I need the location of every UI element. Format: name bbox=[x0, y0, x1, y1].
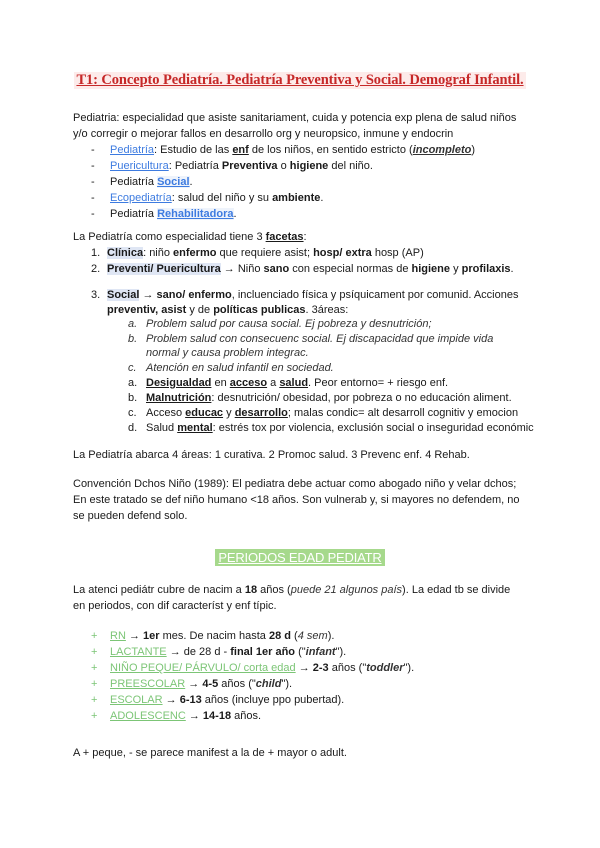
list-item bbox=[91, 206, 237, 222]
text: que requiere asist; bbox=[216, 247, 314, 259]
text: 1er bbox=[143, 630, 160, 642]
text: → Niño bbox=[220, 263, 264, 275]
text: sano bbox=[263, 263, 290, 275]
periods-intro bbox=[73, 582, 533, 614]
definition-paragraph bbox=[73, 110, 533, 142]
text: del niño. bbox=[328, 160, 373, 172]
text: mental bbox=[177, 422, 213, 434]
text: higiene bbox=[289, 160, 329, 172]
text: enfermo bbox=[173, 247, 217, 259]
text: facetas bbox=[265, 231, 304, 243]
period-link[interactable]: ADOLESCENC bbox=[110, 710, 186, 722]
text: acceso bbox=[229, 377, 268, 389]
section-heading-block bbox=[0, 549, 600, 566]
text: : niño bbox=[143, 247, 174, 259]
text: : Estudio de las bbox=[154, 144, 233, 156]
convention-line: se pueden defend solo. bbox=[73, 510, 188, 522]
section-heading: PERIODOS EDAD PEDIATR bbox=[215, 549, 384, 566]
text: Problem salud por causa social. Ej pobreza y desnutrición; bbox=[146, 318, 432, 330]
bullet-marker: - bbox=[91, 160, 95, 172]
sub-item bbox=[128, 361, 528, 376]
term-link[interactable]: Ecopediatría bbox=[110, 192, 172, 204]
text: Preventiva bbox=[221, 160, 278, 172]
text: "). bbox=[403, 662, 415, 674]
text: 6-13 bbox=[179, 694, 202, 706]
bullet-marker: - bbox=[91, 208, 95, 220]
text: Desigualdad bbox=[146, 377, 212, 389]
page-title: T1: Concepto Pediatría. Pediatría Preventiva y Social. Demograf Infantil. bbox=[76, 72, 524, 88]
text: toddler bbox=[366, 662, 404, 674]
definition-line: Pediatria: especialidad que asiste sanitariament, cuida y potencia exp plena de salud niños bbox=[73, 112, 517, 124]
plus-marker: + bbox=[91, 678, 98, 690]
period-item bbox=[91, 644, 346, 660]
text: Atención en salud infantil en sociedad. bbox=[146, 362, 334, 374]
text: Pediatría bbox=[110, 208, 158, 220]
bullet-marker: - bbox=[91, 192, 95, 204]
sub-item bbox=[128, 391, 528, 406]
term-link[interactable]: Pediatría bbox=[110, 144, 155, 156]
text: enf bbox=[232, 144, 249, 156]
text: infant bbox=[305, 646, 336, 658]
numbered-item bbox=[91, 245, 424, 261]
convention-line: Convención Dchos Niño (1989): El pediatra debe actuar como abogado niño y velar dchos; bbox=[73, 478, 517, 490]
text: final 1er año bbox=[230, 646, 296, 658]
text: higiene bbox=[411, 263, 451, 275]
list-number: 2. bbox=[91, 263, 101, 275]
text: → bbox=[125, 630, 144, 642]
text: : salud del niño y su bbox=[171, 192, 273, 204]
text: años ( bbox=[257, 584, 291, 596]
sub-letter: b. bbox=[128, 392, 138, 404]
text: desarrollo bbox=[234, 407, 288, 419]
term-link[interactable]: Social bbox=[157, 176, 190, 188]
period-item bbox=[91, 660, 414, 676]
title-block bbox=[0, 72, 600, 89]
text: (" bbox=[295, 646, 306, 658]
period-link[interactable]: LACTANTE bbox=[110, 646, 167, 658]
text: La Pediatría como especialidad tiene 3 bbox=[73, 231, 266, 243]
text: ). bbox=[327, 630, 335, 642]
text: o bbox=[277, 160, 290, 172]
period-item bbox=[91, 692, 344, 708]
bullet-marker: - bbox=[91, 144, 95, 156]
text: Clínica bbox=[107, 247, 144, 259]
text: Salud bbox=[146, 422, 178, 434]
text: . bbox=[233, 208, 237, 220]
term-link[interactable]: Rehabilitadora bbox=[157, 208, 234, 220]
text: 4-5 bbox=[202, 678, 219, 690]
sub-item bbox=[128, 421, 548, 436]
period-link[interactable]: NIÑO PEQUE/ PÁRVULO/ corta edad bbox=[110, 662, 296, 674]
sub-item-continuation bbox=[146, 346, 546, 361]
text: 28 d bbox=[268, 630, 291, 642]
text: y bbox=[223, 407, 235, 419]
text: 2-3 bbox=[312, 662, 329, 674]
text: : desnutrición/ obesidad, por pobreza o no educación aliment. bbox=[211, 392, 512, 404]
text: normal y causa problem integrac. bbox=[146, 347, 309, 359]
period-item bbox=[91, 708, 261, 724]
text: y de bbox=[186, 304, 214, 316]
text: , incluenciado física y psíquicament por comunid. Acciones bbox=[231, 289, 519, 301]
areas-paragraph: La Pediatría abarca 4 áreas: 1 curativa. 2 Promoc salud. 3 Prevenc enf. 4 Rehab. bbox=[73, 449, 470, 461]
period-link[interactable]: RN bbox=[110, 630, 126, 642]
text: → bbox=[295, 662, 313, 674]
text: . Peor entorno= + riesgo enf. bbox=[308, 377, 449, 389]
text: Malnutrición bbox=[146, 392, 212, 404]
text: ) bbox=[471, 144, 476, 156]
text: "). bbox=[281, 678, 293, 690]
text: : estrés tox por violencia, exclusión social o inseguridad económic bbox=[212, 422, 534, 434]
text: Preventi/ Puericultura bbox=[107, 263, 221, 275]
list-item bbox=[91, 174, 193, 190]
text: años. bbox=[231, 710, 262, 722]
sub-letter: a. bbox=[128, 377, 138, 389]
text: 4 sem bbox=[297, 630, 328, 642]
sub-item bbox=[128, 406, 548, 421]
text: en periodos, con dif característ y enf típic. bbox=[73, 600, 277, 612]
period-item bbox=[91, 676, 292, 692]
text: sano/ enfermo bbox=[156, 289, 232, 301]
list-number: 3. bbox=[91, 289, 101, 301]
sub-item bbox=[128, 317, 528, 332]
sub-letter: d. bbox=[128, 422, 138, 434]
text: años (" bbox=[218, 678, 256, 690]
text: de los niños, en sentido estricto ( bbox=[248, 144, 413, 156]
text: a bbox=[267, 377, 280, 389]
text: : bbox=[303, 231, 307, 243]
text: → de 28 d - bbox=[166, 646, 231, 658]
text: puede 21 algunos país bbox=[290, 584, 403, 596]
text: Problem salud con consecuenc social. Ej discapacidad que impide vida bbox=[146, 333, 494, 345]
plus-marker: + bbox=[91, 662, 98, 674]
convention-paragraph bbox=[73, 476, 533, 524]
definition-line: y/o corregir o mejorar fallos en desarrollo org y neuropsico, inmune y endocrin bbox=[73, 128, 454, 140]
text: child bbox=[255, 678, 282, 690]
text: . bbox=[510, 263, 514, 275]
text: Social bbox=[107, 289, 140, 301]
sub-letter: c. bbox=[128, 407, 137, 419]
text: → bbox=[185, 710, 203, 722]
term-link[interactable]: Puericultura bbox=[110, 160, 169, 172]
sub-item bbox=[128, 376, 528, 391]
text: hosp (AP) bbox=[371, 247, 424, 259]
facetas-intro bbox=[73, 229, 533, 245]
text: con especial normas de bbox=[289, 263, 412, 275]
text: salud bbox=[279, 377, 309, 389]
text: : Pediatría bbox=[168, 160, 222, 172]
numbered-item bbox=[91, 287, 518, 303]
text: Pediatría bbox=[110, 176, 158, 188]
text: ). La edad tb se divide bbox=[402, 584, 511, 596]
text: políticas publicas bbox=[213, 304, 306, 316]
text: ( bbox=[291, 630, 298, 642]
text: "). bbox=[335, 646, 347, 658]
text: mes. De nacim hasta bbox=[159, 630, 269, 642]
period-link[interactable]: PREESCOLAR bbox=[110, 678, 186, 690]
list-number: 1. bbox=[91, 247, 101, 259]
plus-marker: + bbox=[91, 694, 98, 706]
text: . bbox=[320, 192, 324, 204]
text: años (incluye ppo pubertad). bbox=[201, 694, 345, 706]
text: incompleto bbox=[412, 144, 472, 156]
text: educac bbox=[185, 407, 224, 419]
text: . bbox=[189, 176, 193, 188]
numbered-item-continuation bbox=[107, 302, 348, 318]
period-link[interactable]: ESCOLAR bbox=[110, 694, 163, 706]
text: preventiv, asist bbox=[107, 304, 187, 316]
convention-line: En este tratado se def niño humano <18 años. Son vulnerab y, si mayores no defendem, no bbox=[73, 494, 520, 506]
plus-marker: + bbox=[91, 710, 98, 722]
list-item bbox=[91, 158, 373, 174]
text: 18 bbox=[244, 584, 258, 596]
text: y bbox=[450, 263, 462, 275]
text: profilaxis bbox=[461, 263, 511, 275]
text: . 3áreas: bbox=[305, 304, 349, 316]
sub-letter: a. bbox=[128, 318, 138, 330]
numbered-item bbox=[91, 261, 514, 277]
text: 14-18 bbox=[202, 710, 232, 722]
bullet-marker: - bbox=[91, 176, 95, 188]
plus-marker: + bbox=[91, 646, 98, 658]
period-item bbox=[91, 628, 334, 644]
text: La atenci pediátr cubre de nacim a bbox=[73, 584, 245, 596]
text: → bbox=[139, 289, 157, 301]
sub-letter: b. bbox=[128, 333, 138, 345]
text: → bbox=[185, 678, 203, 690]
text: ; malas condic= alt desarroll cognitiv y emocion bbox=[287, 407, 519, 419]
text: en bbox=[211, 377, 230, 389]
list-item bbox=[91, 190, 323, 206]
sub-item bbox=[128, 332, 528, 347]
sub-letter: c. bbox=[128, 362, 137, 374]
list-item bbox=[91, 142, 475, 158]
text: ambiente bbox=[272, 192, 321, 204]
closing-paragraph: A + peque, - se parece manifest a la de + mayor o adult. bbox=[73, 747, 347, 759]
plus-marker: + bbox=[91, 630, 98, 642]
text: Acceso bbox=[146, 407, 186, 419]
text: años (" bbox=[328, 662, 367, 674]
text: → bbox=[162, 694, 180, 706]
text: hosp/ extra bbox=[313, 247, 372, 259]
